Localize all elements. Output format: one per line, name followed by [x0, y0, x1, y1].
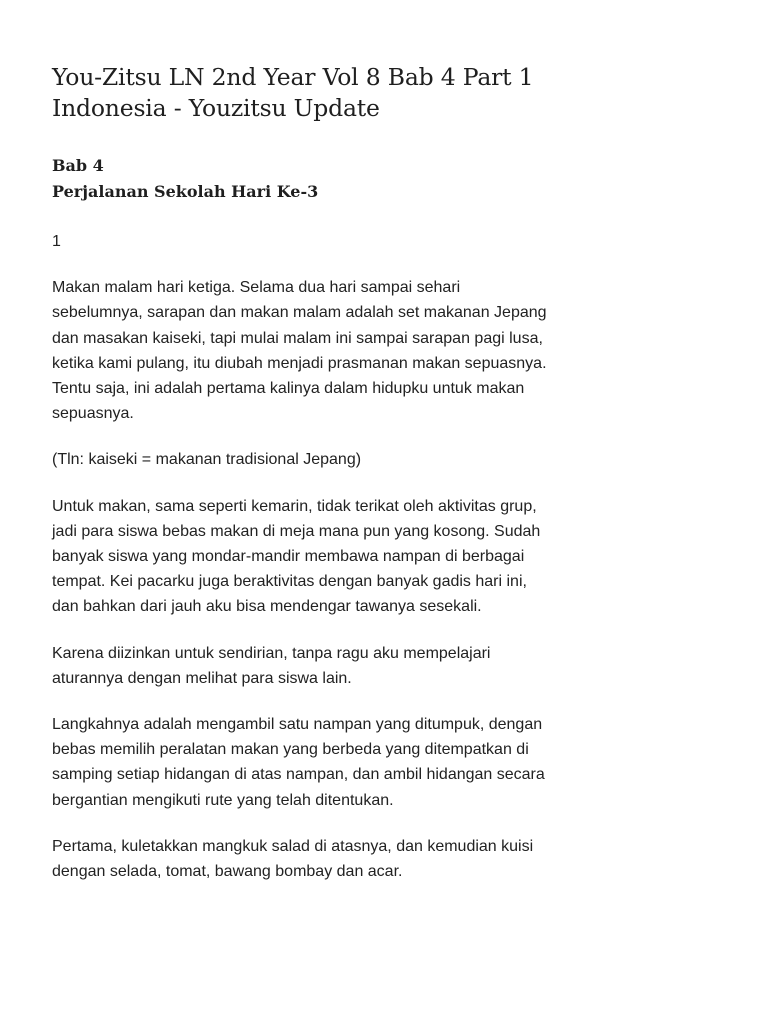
chapter-subtitle: Perjalanan Sekolah Hari Ke-3 [52, 182, 319, 201]
section-number: 1 [52, 233, 61, 250]
translator-note: (Tln: kaiseki = makanan tradisional Jepang) [52, 451, 362, 469]
paragraph: Karena diizinkan untuk sendirian, tanpa ragu aku mempelajari aturannya dengan melihat para siswa lain. [52, 644, 491, 687]
paragraph: Pertama, kuletakkan mangkuk salad di atasnya, dan kemudian kuisi dengan selada, tomat, bawang bombay dan acar. [52, 837, 534, 881]
article-title: You-Zitsu LN 2nd Year Vol 8 Bab 4 Part 1 Indonesia - Youzitsu Update [52, 63, 534, 122]
chapter-label: Bab 4 [52, 156, 104, 175]
article [52, 62, 552, 905]
chapter-heading [52, 153, 552, 205]
paragraph: Langkahnya adalah mengambil satu nampan yang ditumpuk, dengan bebas memilih peralatan makan yang berbeda yang ditempatkan di samping setiap hidangan di atas nampan, dan ambil hidangan secara bergantian mengikuti rute yang telah ditentukan. [52, 716, 545, 809]
paragraph: Untuk makan, sama seperti kemarin, tidak terikat oleh aktivitas grup, jadi para siswa bebas makan di meja mana pun yang kosong. Sudah banyak siswa yang mondar-mandir membawa nampan di berbagai tempat. Kei pacarku juga beraktivitas dengan banyak gadis hari ini, dan bahkan dari jauh aku bisa mendengar tawanya sesekali. [52, 497, 541, 616]
paragraph: Makan malam hari ketiga. Selama dua hari sampai sehari sebelumnya, sarapan dan makan malam adalah set makanan Jepang dan masakan kaiseki, tapi mulai malam ini sampai sarapan pagi lusa, ketika kami pulang, itu diubah menjadi prasmanan makan sepuasnya. Tentu saja, ini adalah pertama kalinya dalam hidupku untuk makan sepuasnya. [52, 279, 547, 423]
